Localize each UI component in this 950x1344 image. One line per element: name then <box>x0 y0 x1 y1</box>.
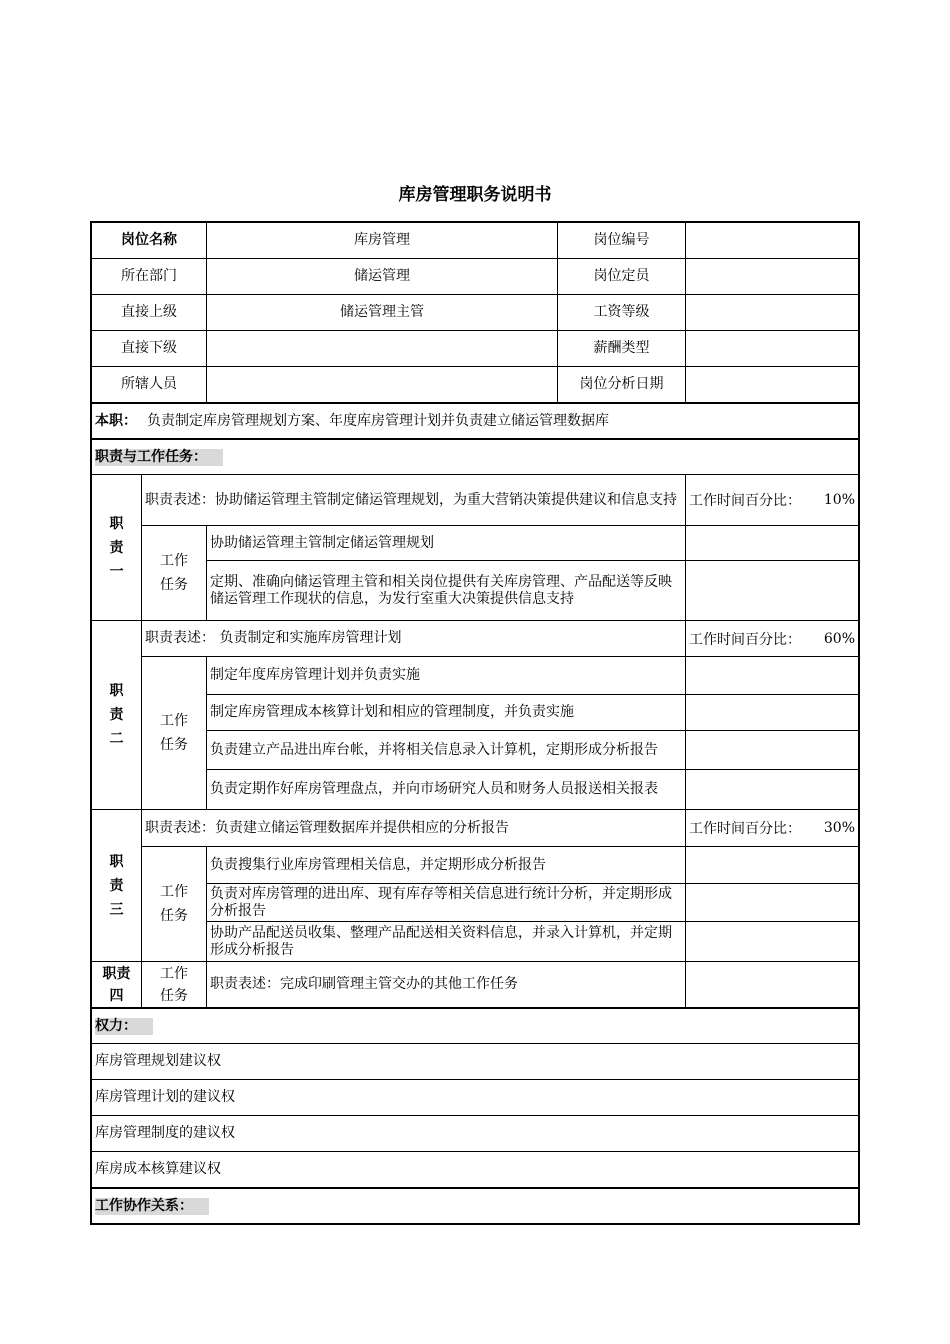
duty-1-desc: 职责表述：协助储运管理主管制定储运管理规划，为重大营销决策提供建议和信息支持 <box>145 491 677 508</box>
dept-value: 储运管理 <box>354 268 410 284</box>
duty-2-task-4: 负责定期作好库房管理盘点，并向市场研究人员和财务人员报送相关报表 <box>210 781 658 797</box>
subordinate-value <box>207 331 557 366</box>
duty-2-task-2: 制定库房管理成本核算计划和相应的管理制度，并负责实施 <box>210 704 574 720</box>
duty-2-task-3: 负责建立产品进出库台帐，并将相关信息录入计算机，定期形成分析报告 <box>210 741 658 758</box>
power-item: 库房管理制度的建议权 <box>95 1125 235 1141</box>
duty-4-label: 职责 四 <box>102 965 131 1004</box>
dept-label: 所在部门 <box>121 268 177 284</box>
superior-value: 储运管理主管 <box>340 304 424 320</box>
analysis-date-value <box>686 367 858 402</box>
power-item: 库房成本核算建议权 <box>95 1161 221 1177</box>
post-no-value <box>686 223 858 258</box>
duty-2-label: 职 责 二 <box>109 683 124 747</box>
duty-1-task-2: 定期、准确向储运管理主管和相关岗位提供有关库房管理、产品配送等反映储运管理工作现状的信息，为发行室重大决策提供信息支持 <box>210 573 672 607</box>
duty-3-task-label: 工作 任务 <box>160 884 188 924</box>
duty-label: 本职： <box>95 412 137 429</box>
wage-label: 工资等级 <box>593 304 650 320</box>
duty-4-desc: 职责表述：完成印刷管理主管交办的其他工作任务 <box>210 976 518 992</box>
post-no-label: 岗位编号 <box>593 232 650 248</box>
duty-4-task-label: 工作 任务 <box>160 965 188 1004</box>
post-name-label: 岗位名称 <box>121 232 177 248</box>
duty-1-task-label: 工作 任务 <box>160 553 188 593</box>
duty-1-pct: 工作时间百分比： 10% <box>689 492 855 509</box>
pay-type-label: 薪酬类型 <box>593 340 650 356</box>
tasks-section-header: 职责与工作任务： <box>92 440 858 474</box>
page-title: 库房管理职务说明书 <box>398 185 552 205</box>
duty-3-pct: 工作时间百分比： 30% <box>689 820 855 837</box>
pay-type-value <box>686 331 858 366</box>
duty-3-task-1: 负责搜集行业库房管理相关信息，并定期形成分析报告 <box>210 856 546 873</box>
cooperation-section-header: 工作协作关系： <box>92 1189 858 1223</box>
duty-2-task-1: 制定年度库房管理计划并负责实施 <box>210 667 420 683</box>
superior-label: 直接上级 <box>121 304 177 320</box>
subordinate-label: 直接下级 <box>121 340 177 356</box>
power-item: 库房管理计划的建议权 <box>95 1089 235 1105</box>
power-item: 库房管理规划建议权 <box>95 1053 221 1069</box>
col-divider <box>685 474 686 1007</box>
duty-3-label: 职 责 三 <box>109 853 124 918</box>
duty-text: 负责制定库房管理规划方案、年度库房管理计划并负责建立储运管理数据库 <box>147 412 609 429</box>
duty-3-task-3: 协助产品配送员收集、整理产品配送相关资料信息，并录入计算机，并定期形成分析报告 <box>210 924 672 958</box>
wage-value <box>686 295 858 330</box>
staffing-value <box>686 259 858 294</box>
duty-2-pct: 工作时间百分比： 60% <box>689 630 855 648</box>
duty-1-label: 职 责 一 <box>109 515 124 580</box>
duty-3-desc: 职责表述：负责建立储运管理数据库并提供相应的分析报告 <box>145 819 509 836</box>
analysis-date-label: 岗位分析日期 <box>579 376 664 392</box>
duty-1-task-1: 协助储运管理主管制定储运管理规划 <box>210 534 434 551</box>
staff-value <box>207 367 557 402</box>
duty-2-task-label: 工作 任务 <box>160 713 188 753</box>
post-name-value: 库房管理 <box>354 232 410 248</box>
staff-label: 所辖人员 <box>121 376 177 392</box>
power-section-header: 权力： <box>92 1009 858 1043</box>
duty-3-task-2: 负责对库房管理的进出库、现有库存等相关信息进行统计分析，并定期形成分析报告 <box>210 885 672 919</box>
duty-2-desc: 职责表述： 负责制定和实施库房管理计划 <box>145 630 402 646</box>
duty-row <box>92 404 858 438</box>
staffing-label: 岗位定员 <box>593 268 650 284</box>
